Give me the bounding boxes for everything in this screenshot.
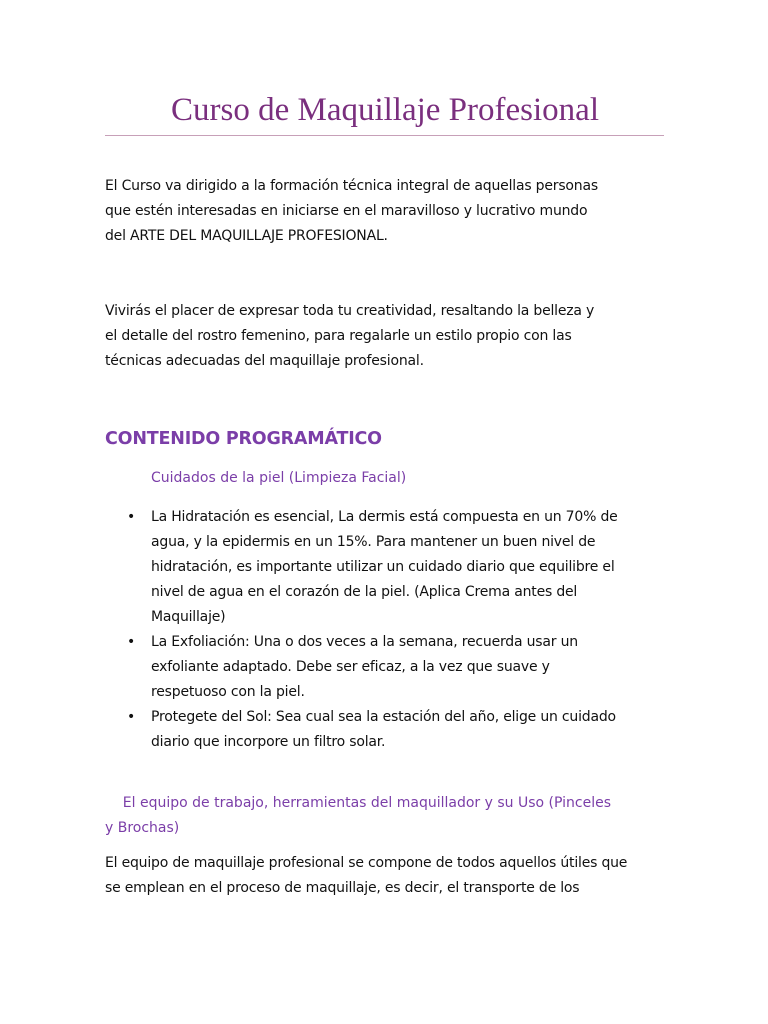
- list-item-line: hidratación, es importante utilizar un cuidado diario que equilibre el: [151, 559, 615, 575]
- intro-line-1: El Curso va dirigido a la formación técnica integral de aquellas personas: [105, 178, 598, 194]
- list-item-line: Protegete del Sol: Sea cual sea la estación del año, elige un cuidado: [151, 709, 616, 725]
- list-item-line: La Hidratación es esencial, La dermis está compuesta en un 70% de: [151, 509, 618, 525]
- creativity-line-2: el detalle del rostro femenino, para regalarle un estilo propio con las: [105, 328, 572, 344]
- equipment-heading: [105, 791, 665, 841]
- creativity-paragraph: [105, 299, 665, 374]
- bullet-icon: •: [127, 634, 136, 650]
- list-item-line: nivel de agua en el corazón de la piel. (Aplica Crema antes del: [151, 584, 578, 600]
- list-item-line: diario que incorpore un filtro solar.: [151, 734, 386, 750]
- list-item-exfoliation: [105, 630, 685, 705]
- list-item-sun-protection: [105, 705, 685, 755]
- intro-paragraph: [105, 174, 665, 249]
- creativity-line-3: técnicas adecuadas del maquillaje profesional.: [105, 353, 424, 369]
- bullet-icon: •: [127, 709, 136, 725]
- list-item-line: respetuoso con la piel.: [151, 684, 305, 700]
- creativity-line-1: Vivirás el placer de expresar toda tu creatividad, resaltando la belleza y: [105, 303, 595, 319]
- bullet-icon: •: [127, 509, 136, 525]
- equipment-heading-line-2: y Brochas): [105, 820, 180, 836]
- equipment-line-1: El equipo de maquillaje profesional se compone de todos aquellos útiles que: [105, 855, 628, 871]
- list-item-line: agua, y la epidermis en un 15%. Para mantener un buen nivel de: [151, 534, 596, 550]
- list-item-line: La Exfoliación: Una o dos veces a la semana, recuerda usar un: [151, 634, 578, 650]
- title-divider: [105, 135, 664, 136]
- page-title: Curso de Maquillaje Profesional: [170, 92, 599, 128]
- list-item-line: exfoliante adaptado. Debe ser eficaz, a la vez que suave y: [151, 659, 550, 675]
- subsection-heading: Cuidados de la piel (Limpieza Facial): [151, 470, 407, 486]
- equipment-heading-line-1: El equipo de trabajo, herramientas del maquillador y su Uso (Pinceles: [105, 795, 612, 811]
- intro-line-2: que estén interesadas en iniciarse en el maravilloso y lucrativo mundo: [105, 203, 588, 219]
- list-item-hydration: [105, 505, 685, 630]
- intro-line-3: del ARTE DEL MAQUILLAJE PROFESIONAL.: [105, 228, 388, 244]
- section-heading: CONTENIDO PROGRAMÁTICO: [105, 429, 382, 449]
- equipment-paragraph: [105, 851, 665, 901]
- list-item-line: Maquillaje): [151, 609, 226, 625]
- skin-care-list: [105, 505, 685, 755]
- equipment-line-2: se emplean en el proceso de maquillaje, es decir, el transporte de los: [105, 880, 580, 896]
